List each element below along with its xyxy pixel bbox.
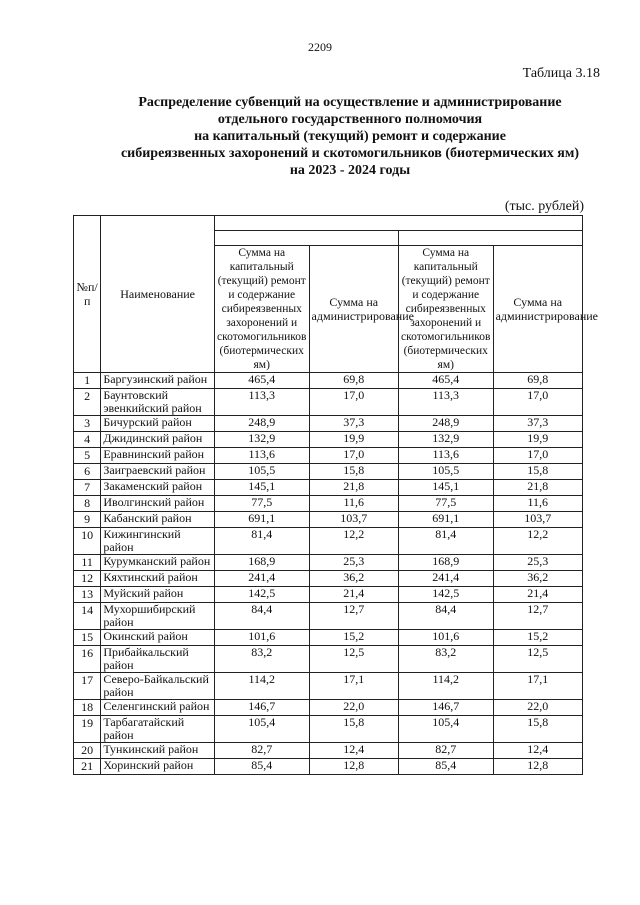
district-name: Окинский район — [101, 630, 215, 646]
district-name: Еравнинский район — [101, 448, 215, 464]
sum-repair-2024: 77,5 — [398, 496, 493, 512]
sum-repair-2024: 113,3 — [398, 389, 493, 416]
sum-repair-2024: 105,4 — [398, 716, 493, 743]
table-row — [74, 700, 583, 716]
district-name: Муйский район — [101, 587, 215, 603]
sum-admin-2024: 15,2 — [493, 630, 582, 646]
table-row — [74, 673, 583, 700]
row-number: 1 — [74, 373, 101, 389]
sum-admin-2023: 37,3 — [309, 416, 398, 432]
district-name: Кяхтинский район — [101, 571, 215, 587]
district-name: Кабанский район — [101, 512, 215, 528]
sum-repair-2024: 81,4 — [398, 528, 493, 555]
table-row — [74, 512, 583, 528]
sum-admin-2023: 17,1 — [309, 673, 398, 700]
sum-admin-2023: 15,2 — [309, 630, 398, 646]
sum-repair-2023: 465,4 — [214, 373, 309, 389]
sum-repair-2024: 101,6 — [398, 630, 493, 646]
sum-admin-2024: 12,4 — [493, 743, 582, 759]
sum-admin-2023: 17,0 — [309, 389, 398, 416]
row-number: 16 — [74, 646, 101, 673]
row-number: 13 — [74, 587, 101, 603]
sum-repair-2024: 113,6 — [398, 448, 493, 464]
sum-admin-2024: 17,0 — [493, 448, 582, 464]
row-number: 19 — [74, 716, 101, 743]
sum-admin-2023: 15,8 — [309, 716, 398, 743]
units-label: (тыс. рублей) — [504, 199, 584, 214]
header-sum-admin-2023: Сумма на администрирование — [309, 246, 398, 373]
row-number: 21 — [74, 759, 101, 775]
row-number: 18 — [74, 700, 101, 716]
sum-admin-2024: 12,2 — [493, 528, 582, 555]
sum-repair-2023: 101,6 — [214, 630, 309, 646]
sum-admin-2024: 21,8 — [493, 480, 582, 496]
row-number: 10 — [74, 528, 101, 555]
header-group-empty — [214, 216, 582, 231]
table-row — [74, 646, 583, 673]
header-year-2024-empty — [398, 231, 582, 246]
sum-repair-2024: 132,9 — [398, 432, 493, 448]
sum-repair-2024: 145,1 — [398, 480, 493, 496]
sum-repair-2023: 691,1 — [214, 512, 309, 528]
table-row — [74, 432, 583, 448]
row-number: 5 — [74, 448, 101, 464]
sum-repair-2023: 241,4 — [214, 571, 309, 587]
district-name: Хоринский район — [101, 759, 215, 775]
row-number: 20 — [74, 743, 101, 759]
table-row — [74, 603, 583, 630]
district-name: Селенгинский район — [101, 700, 215, 716]
table-row — [74, 496, 583, 512]
sum-admin-2023: 15,8 — [309, 464, 398, 480]
sum-repair-2023: 81,4 — [214, 528, 309, 555]
table-row — [74, 448, 583, 464]
title-line: на капитальный (текущий) ремонт и содержание — [194, 129, 506, 144]
sum-admin-2023: 103,7 — [309, 512, 398, 528]
sum-admin-2023: 12,8 — [309, 759, 398, 775]
row-number: 2 — [74, 389, 101, 416]
sum-repair-2023: 85,4 — [214, 759, 309, 775]
sum-repair-2024: 146,7 — [398, 700, 493, 716]
row-number: 3 — [74, 416, 101, 432]
sum-repair-2023: 113,3 — [214, 389, 309, 416]
sum-admin-2024: 15,8 — [493, 716, 582, 743]
sum-admin-2023: 12,4 — [309, 743, 398, 759]
title-line: сибиреязвенных захоронений и скотомогильников (биотермических ям) — [120, 146, 580, 161]
sum-admin-2023: 12,5 — [309, 646, 398, 673]
sum-repair-2023: 132,9 — [214, 432, 309, 448]
sum-repair-2024: 241,4 — [398, 571, 493, 587]
table-row — [74, 630, 583, 646]
sum-admin-2023: 12,7 — [309, 603, 398, 630]
district-name: Курумканский район — [101, 555, 215, 571]
sum-admin-2024: 17,1 — [493, 673, 582, 700]
sum-repair-2023: 77,5 — [214, 496, 309, 512]
sum-repair-2024: 82,7 — [398, 743, 493, 759]
header-num: №п/п — [74, 216, 101, 373]
row-number: 14 — [74, 603, 101, 630]
district-name: Баунтовский эвенкийский район — [101, 389, 215, 416]
sum-admin-2023: 69,8 — [309, 373, 398, 389]
district-name: Закаменский район — [101, 480, 215, 496]
sum-admin-2023: 36,2 — [309, 571, 398, 587]
row-number: 9 — [74, 512, 101, 528]
sum-repair-2024: 691,1 — [398, 512, 493, 528]
district-name: Баргузинский район — [101, 373, 215, 389]
table-label: Таблица 3.18 — [522, 66, 600, 81]
title-line: Распределение субвенций на осуществление и администрирование — [138, 95, 562, 110]
district-name: Иволгинский район — [101, 496, 215, 512]
row-number: 8 — [74, 496, 101, 512]
document-title — [60, 94, 640, 179]
sum-admin-2023: 21,4 — [309, 587, 398, 603]
sum-admin-2023: 21,8 — [309, 480, 398, 496]
district-name: Кижингинский район — [101, 528, 215, 555]
table-row — [74, 389, 583, 416]
title-line: на 2023 - 2024 годы — [289, 163, 411, 178]
table-row — [74, 464, 583, 480]
sum-repair-2023: 82,7 — [214, 743, 309, 759]
table-body — [74, 373, 583, 775]
sum-admin-2023: 17,0 — [309, 448, 398, 464]
sum-admin-2024: 11,6 — [493, 496, 582, 512]
sum-admin-2023: 12,2 — [309, 528, 398, 555]
sum-admin-2024: 36,2 — [493, 571, 582, 587]
header-sum-repair-2023: Сумма на капитальный (текущий) ремонт и содержание сибиреязвенных захоронений и скотомогильников (биотермических ям) — [214, 246, 309, 373]
sum-repair-2023: 105,5 — [214, 464, 309, 480]
sum-admin-2024: 22,0 — [493, 700, 582, 716]
sum-admin-2023: 25,3 — [309, 555, 398, 571]
table-row — [74, 743, 583, 759]
table-row — [74, 416, 583, 432]
subsidy-table — [73, 215, 598, 775]
district-name: Заиграевский район — [101, 464, 215, 480]
sum-admin-2023: 11,6 — [309, 496, 398, 512]
row-number: 7 — [74, 480, 101, 496]
sum-repair-2023: 146,7 — [214, 700, 309, 716]
sum-repair-2023: 84,4 — [214, 603, 309, 630]
sum-admin-2024: 103,7 — [493, 512, 582, 528]
sum-admin-2024: 12,5 — [493, 646, 582, 673]
district-name: Северо-Байкальский район — [101, 673, 215, 700]
sum-repair-2024: 142,5 — [398, 587, 493, 603]
table-row — [74, 480, 583, 496]
sum-admin-2024: 69,8 — [493, 373, 582, 389]
table-row — [74, 587, 583, 603]
table-row — [74, 555, 583, 571]
header-name: Наименование — [101, 216, 215, 373]
sum-repair-2024: 83,2 — [398, 646, 493, 673]
district-name: Тункинский район — [101, 743, 215, 759]
page-number: 2209 — [308, 40, 332, 54]
sum-repair-2023: 142,5 — [214, 587, 309, 603]
table-row — [74, 571, 583, 587]
table-row — [74, 373, 583, 389]
sum-repair-2024: 114,2 — [398, 673, 493, 700]
header-year-2023-empty — [214, 231, 398, 246]
district-name: Бичурский район — [101, 416, 215, 432]
table-row — [74, 528, 583, 555]
district-name: Джидинский район — [101, 432, 215, 448]
sum-admin-2024: 25,3 — [493, 555, 582, 571]
header-sum-repair-2024: Сумма на капитальный (текущий) ремонт и содержание сибиреязвенных захоронений и скотомогильников (биотермических ям) — [398, 246, 493, 373]
row-number: 15 — [74, 630, 101, 646]
sum-admin-2023: 22,0 — [309, 700, 398, 716]
sum-admin-2024: 12,8 — [493, 759, 582, 775]
sum-repair-2024: 105,5 — [398, 464, 493, 480]
sum-repair-2024: 168,9 — [398, 555, 493, 571]
sum-admin-2023: 19,9 — [309, 432, 398, 448]
sum-repair-2024: 84,4 — [398, 603, 493, 630]
sum-repair-2023: 145,1 — [214, 480, 309, 496]
sum-repair-2023: 113,6 — [214, 448, 309, 464]
sum-admin-2024: 37,3 — [493, 416, 582, 432]
row-number: 11 — [74, 555, 101, 571]
sum-admin-2024: 21,4 — [493, 587, 582, 603]
row-number: 17 — [74, 673, 101, 700]
sum-repair-2023: 168,9 — [214, 555, 309, 571]
sum-admin-2024: 19,9 — [493, 432, 582, 448]
row-number: 6 — [74, 464, 101, 480]
sum-repair-2024: 85,4 — [398, 759, 493, 775]
title-line: отдельного государственного полномочия — [217, 112, 483, 127]
header-sum-admin-2024: Сумма на администрирование — [493, 246, 582, 373]
row-number: 4 — [74, 432, 101, 448]
sum-repair-2023: 114,2 — [214, 673, 309, 700]
sum-repair-2024: 248,9 — [398, 416, 493, 432]
sum-repair-2023: 248,9 — [214, 416, 309, 432]
district-name: Мухоршибирский район — [101, 603, 215, 630]
sum-admin-2024: 15,8 — [493, 464, 582, 480]
table-row — [74, 759, 583, 775]
sum-repair-2023: 105,4 — [214, 716, 309, 743]
sum-admin-2024: 12,7 — [493, 603, 582, 630]
table-row — [74, 716, 583, 743]
sum-repair-2024: 465,4 — [398, 373, 493, 389]
district-name: Тарбагатайский район — [101, 716, 215, 743]
sum-repair-2023: 83,2 — [214, 646, 309, 673]
district-name: Прибайкальский район — [101, 646, 215, 673]
sum-admin-2024: 17,0 — [493, 389, 582, 416]
row-number: 12 — [74, 571, 101, 587]
